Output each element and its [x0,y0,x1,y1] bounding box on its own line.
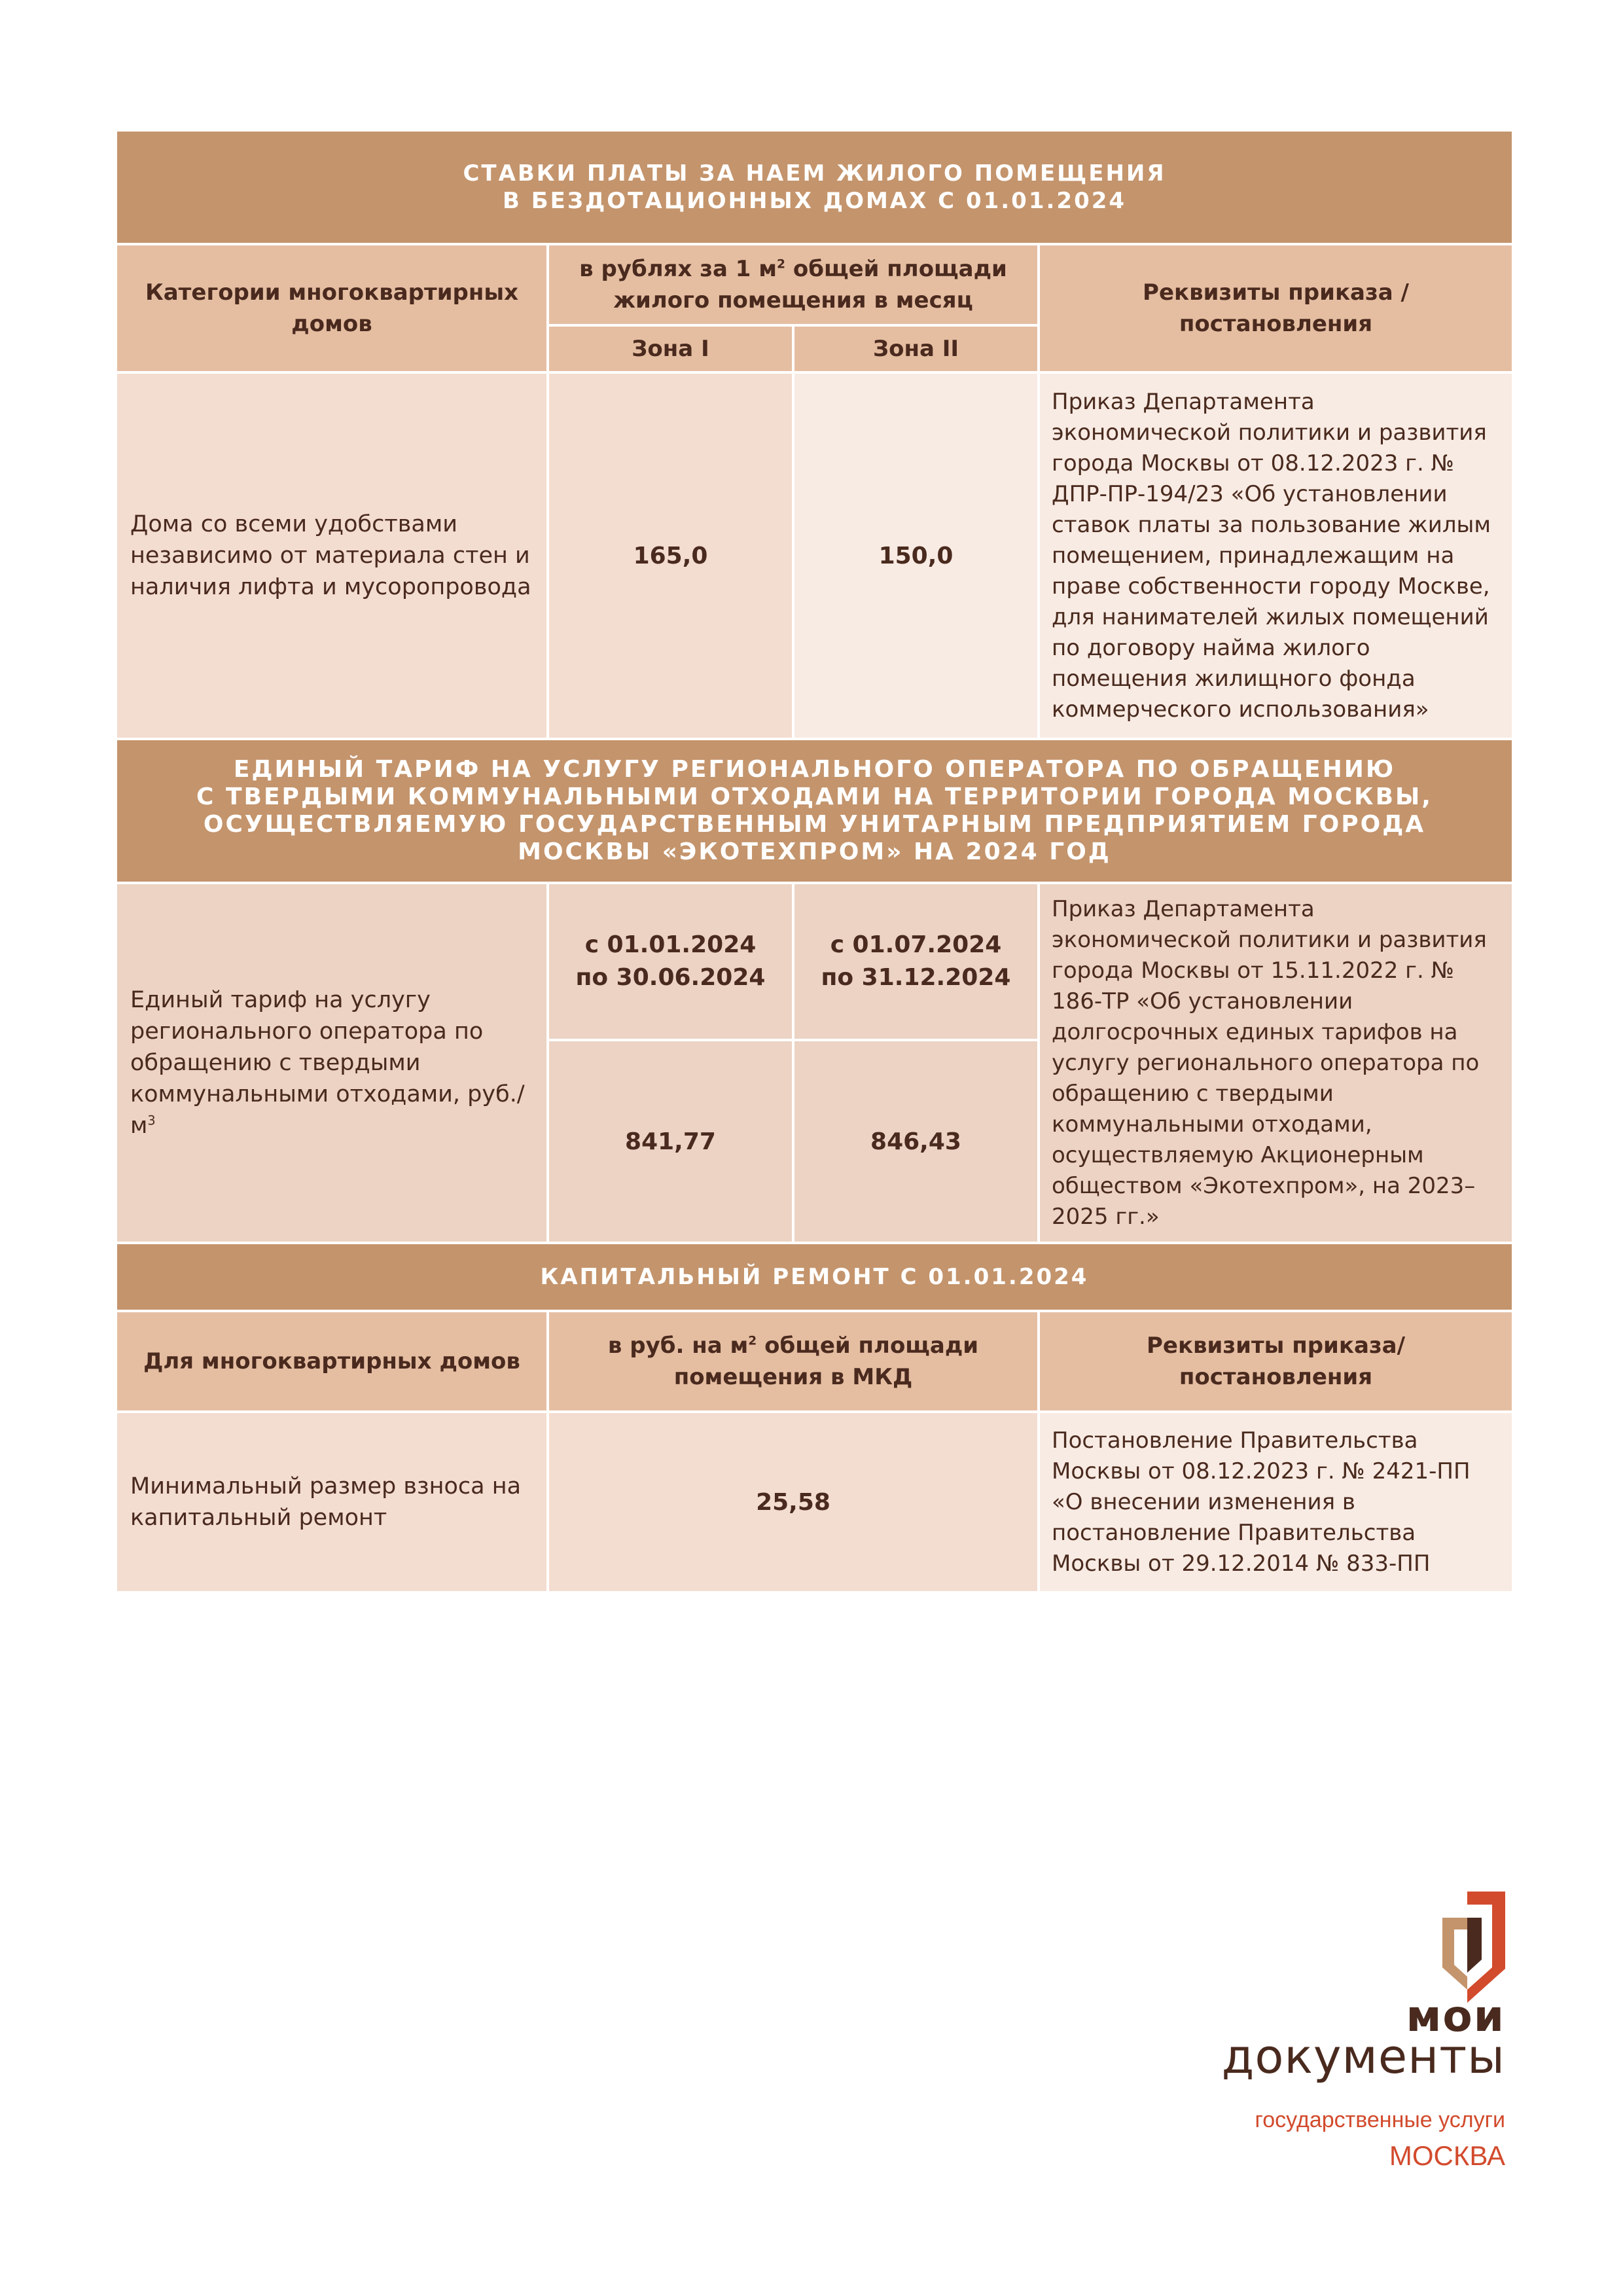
section1-data-row [116,372,1513,739]
section2-period1-line2: по 30.06.2024 [575,964,766,991]
section2-title-line1: ЕДИНЫЙ ТАРИФ НА УСЛУГУ РЕГИОНАЛЬНОГО ОПЕРАТОРА ПО ОБРАЩЕНИЮ [233,756,1396,783]
section2-title-line2: С ТВЕРДЫМИ КОММУНАЛЬНЫМИ ОТХОДАМИ НА ТЕРРИТОРИИ ГОРОДА МОСКВЫ, [196,783,1433,810]
section2-title-line4: МОСКВЫ «ЭКОТЕХПРОМ» НА 2024 ГОД [518,838,1111,865]
section1-row-zone2: 150,0 [793,372,1039,739]
section2-period1 [548,883,793,1040]
shield-logo-icon [1429,1892,1505,2003]
section2-row-category [116,883,548,1243]
moi-dokumenty-logo [1191,1892,1505,2171]
tariffs-table [115,129,1514,1594]
section1-header [116,130,1513,244]
section2-row-category-sup: 3 [147,1113,156,1128]
section2-period1-line1: с 01.01.2024 [584,931,757,958]
section1-col-rate-b: общей площади жилого помещения в месяц [613,256,1007,314]
section1-title-line1: СТАВКИ ПЛАТЫ ЗА НАЕМ ЖИЛОГО ПОМЕЩЕНИЯ [463,160,1166,187]
section1-col-rate-a: в рублях за 1 м [579,256,777,282]
section1-col-ref: Реквизиты приказа / постановления [1039,244,1513,372]
logo-word-moi: мои [1406,1991,1505,2041]
section2-title-line3: ОСУЩЕСТВЛЯЕМУЮ ГОСУДАРСТВЕННЫМ УНИТАРНЫМ ПРЕДПРИЯТИЕМ ГОРОДА [203,811,1426,838]
logo-city: МОСКВА [1389,2140,1505,2171]
logo-word-dokumenty: документы [1221,2029,1505,2084]
section3-header [116,1243,1513,1311]
section3-row-value: 25,58 [548,1412,1039,1592]
section3-row-category: Минимальный размер взноса на капитальный ремонт [116,1412,548,1592]
section2-period2-line1: с 01.07.2024 [830,931,1002,958]
section3-col-header-row [116,1311,1513,1412]
section1-col-zone1: Зона I [548,325,793,372]
section3-row-ref: Постановление Правительства Москвы от 08.12.2023 г. № 2421-ПП «О внесении изменения в постановление Правительства Москвы от 29.12.2014 № 833-ПП [1039,1412,1513,1592]
section3-col-rate-b: общей площади помещения в МКД [673,1333,979,1390]
section1-col-rate-sup: 2 [777,257,786,272]
section1-col-rate [548,244,1039,325]
section2-period2 [793,883,1039,1040]
section1-title-line2: В БЕЗДОТАЦИОННЫХ ДОМАХ С 01.01.2024 [502,188,1127,214]
section3-col-rate [548,1311,1039,1412]
section1-col-header-row [116,244,1513,325]
section1-col-category: Категории многоквартирных домов [116,244,548,372]
section3-data-row [116,1412,1513,1592]
section2-period-row [116,883,1513,1040]
section3-title: КАПИТАЛЬНЫЙ РЕМОНТ С 01.01.2024 [540,1264,1089,1290]
section1-row-zone1: 165,0 [548,372,793,739]
section3-col-ref: Реквизиты приказа/постановления [1039,1311,1513,1412]
section1-row-category: Дома со всеми удобствами независимо от материала стен и наличия лифта и мусоропровода [116,372,548,739]
logo-subtitle: государственные услуги [1255,2108,1505,2132]
section3-col-rate-a: в руб. на м [607,1333,749,1359]
section1-col-zone2: Зона II [793,325,1039,372]
section3-col-category: Для многоквартирных домов [116,1311,548,1412]
section2-row-ref: Приказ Департамента экономической политики и развития города Москвы от 15.11.2022 г. № 186-ТР «Об установлении долгосрочных единых тарифов на услугу регионального оператора по обращению с твердыми коммунальными отходами, осуществляемую Акционерным обществом «Экотехпром», на 2023–2025 гг.» [1039,883,1513,1243]
section2-value2: 846,43 [793,1040,1039,1243]
section3-col-rate-sup: 2 [748,1334,757,1348]
section2-value1: 841,77 [548,1040,793,1243]
section2-period2-line2: по 31.12.2024 [821,964,1011,991]
section1-row-ref: Приказ Департамента экономической политики и развития города Москвы от 08.12.2023 г. № ДПР-ПР-194/23 «Об установлении ставок платы за пользование жилым помещением, принадлежащим на праве собственности городу Москве, для нанимателей жилых помещений по договору найма жилого помещения жилищного фонда коммерческого использования» [1039,372,1513,739]
section2-header [116,739,1513,883]
section2-row-category-text: Единый тариф на услугу регионального оператора по обращению с твердыми коммунальными отходами, руб./м [130,987,525,1139]
